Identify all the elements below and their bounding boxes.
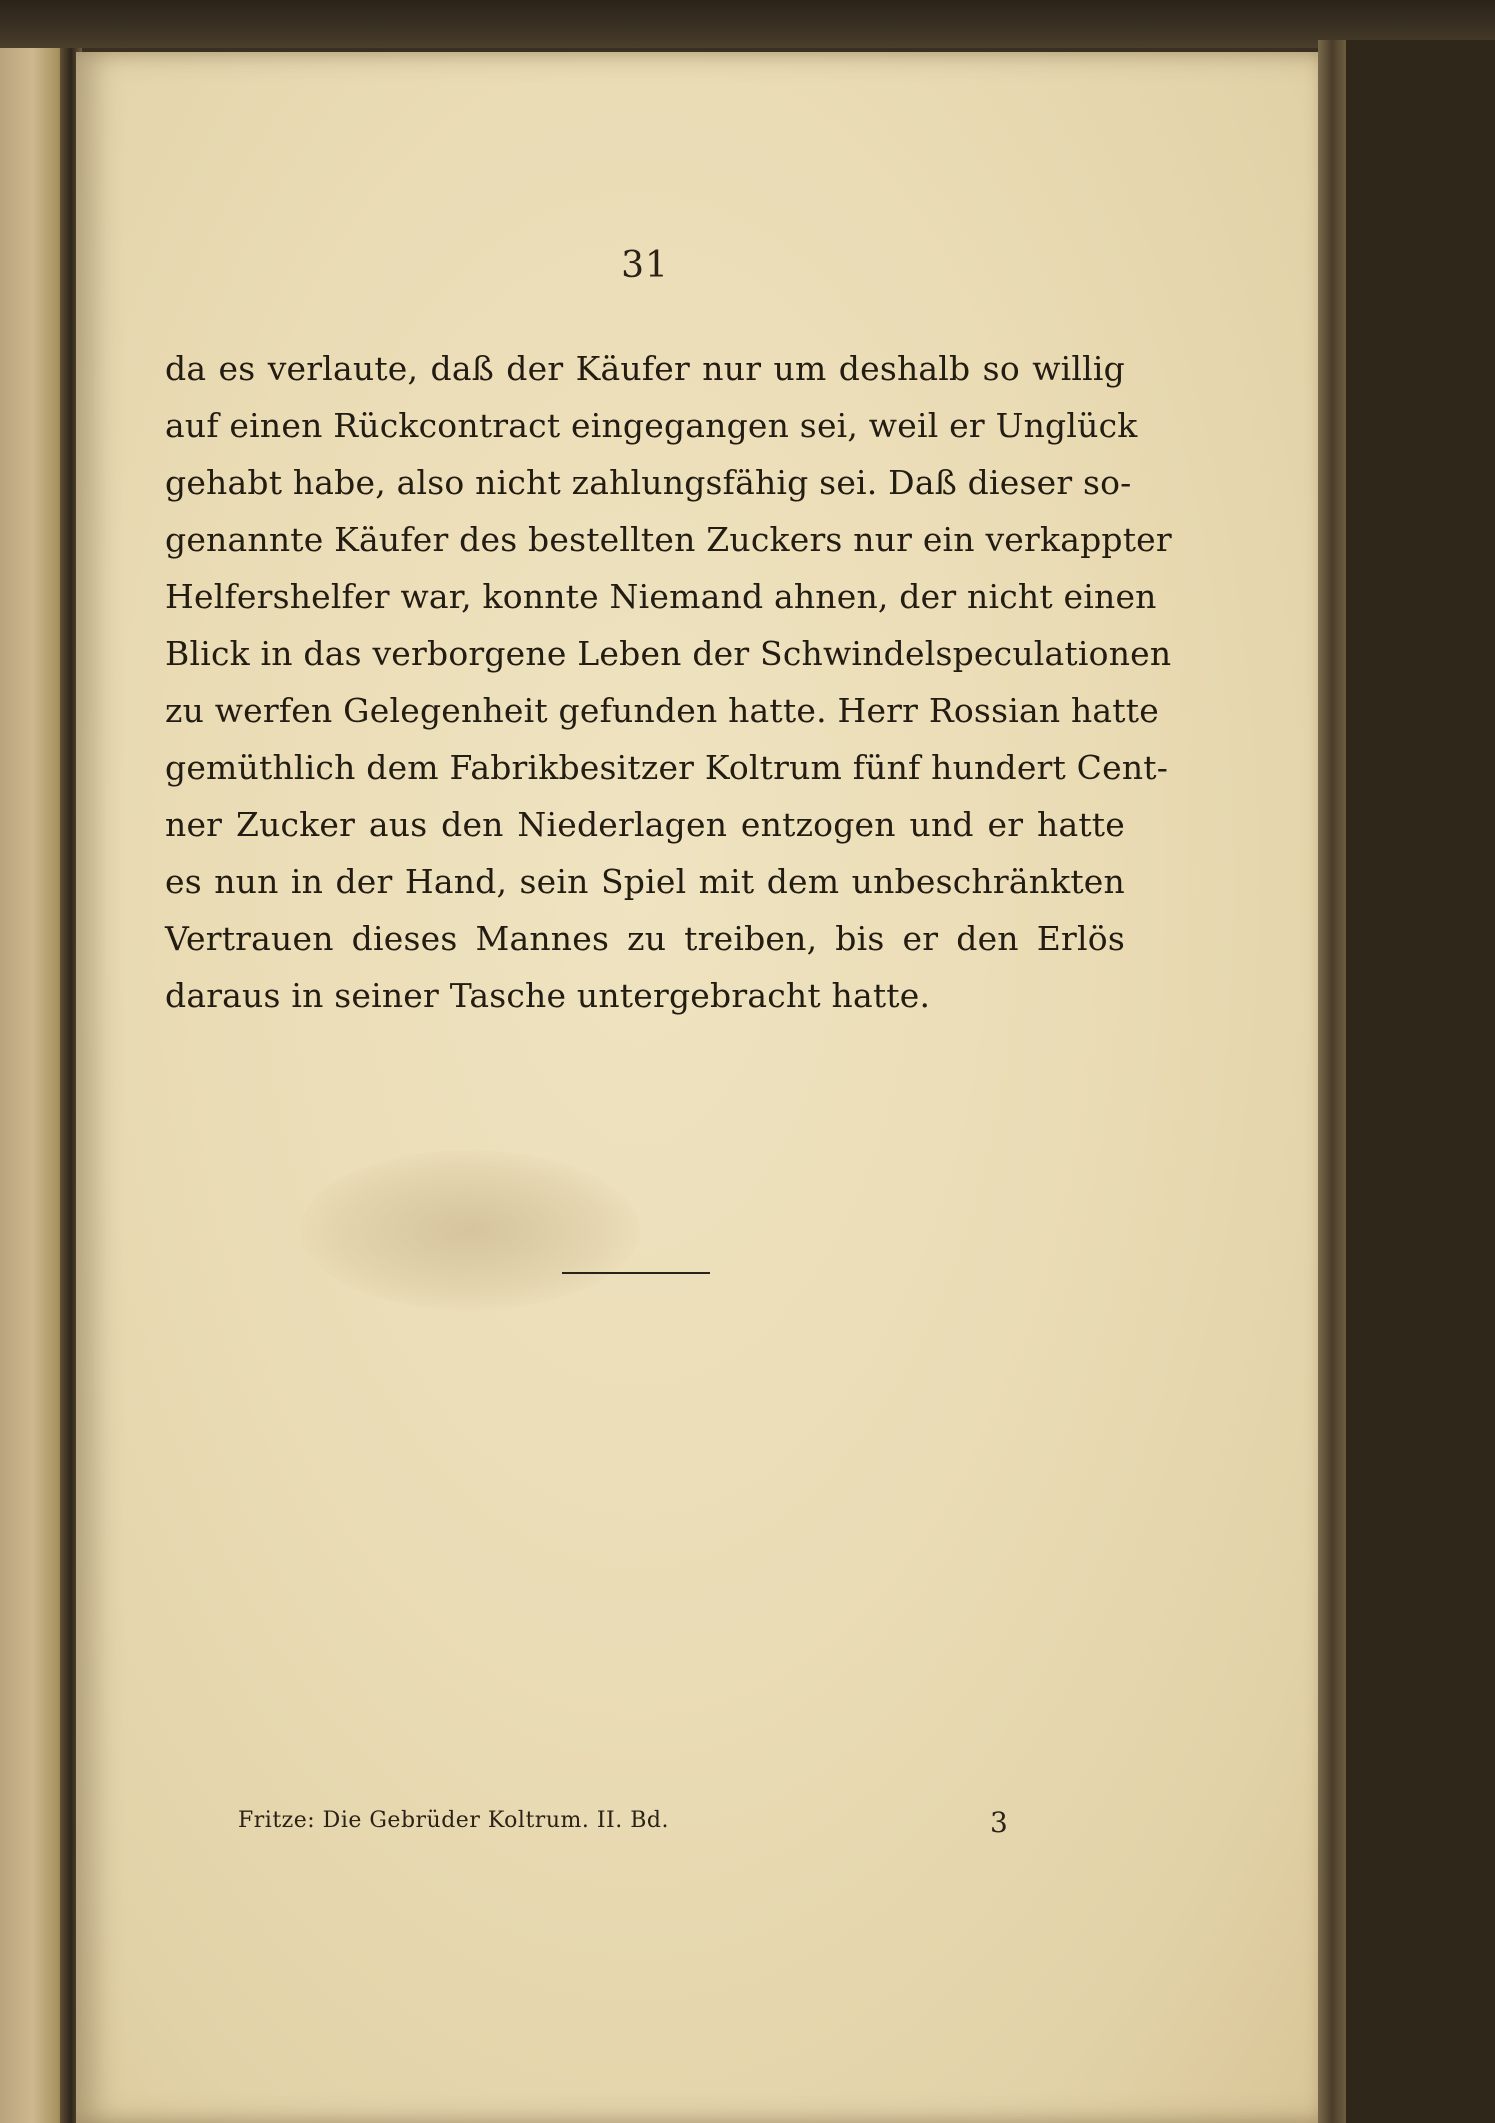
- text-line: Helfershelfer war, konnte Niemand ahnen, der nicht einen: [165, 577, 1157, 616]
- footer-signature: Fritze: Die Gebrüder Koltrum. II. Bd.: [238, 1808, 669, 1833]
- page-stain: [300, 1150, 640, 1310]
- text-line: gehabt habe, also nicht zahlungsfähig sei. Daß dieser so-: [165, 463, 1132, 502]
- text-line: Blick in das verborgene Leben der Schwindelspeculationen: [165, 634, 1172, 673]
- text-line: daraus in seiner Tasche untergebracht hatte.: [165, 976, 931, 1015]
- cover-edge: [1318, 40, 1346, 2123]
- text-line: ner Zucker aus den Niederlagen entzogen und er hatte: [165, 805, 1125, 844]
- text-line: es nun in der Hand, sein Spiel mit dem unbeschränkten: [165, 862, 1125, 901]
- text-line: Vertrauen dieses Mannes zu treiben, bis er den Erlös: [165, 919, 1125, 958]
- text-line: zu werfen Gelegenheit gefunden hatte. Herr Rossian hatte: [165, 691, 1159, 730]
- sheet-mark: 3: [990, 1806, 1008, 1839]
- body-text: [165, 340, 1172, 1024]
- text-line: gemüthlich dem Fabrikbesitzer Koltrum fünf hundert Cent-: [165, 748, 1169, 787]
- text-line: genannte Käufer des bestellten Zuckers nur ein verkappter: [165, 520, 1172, 559]
- chapter-end-rule: [562, 1272, 710, 1274]
- scan-top-edge: [0, 0, 1495, 48]
- page-number: 31: [621, 245, 669, 286]
- text-line: da es verlaute, daß der Käufer nur um deshalb so willig: [165, 349, 1125, 388]
- cover-background: [1346, 40, 1495, 2123]
- text-line: auf einen Rückcontract eingegangen sei, weil er Unglück: [165, 406, 1138, 445]
